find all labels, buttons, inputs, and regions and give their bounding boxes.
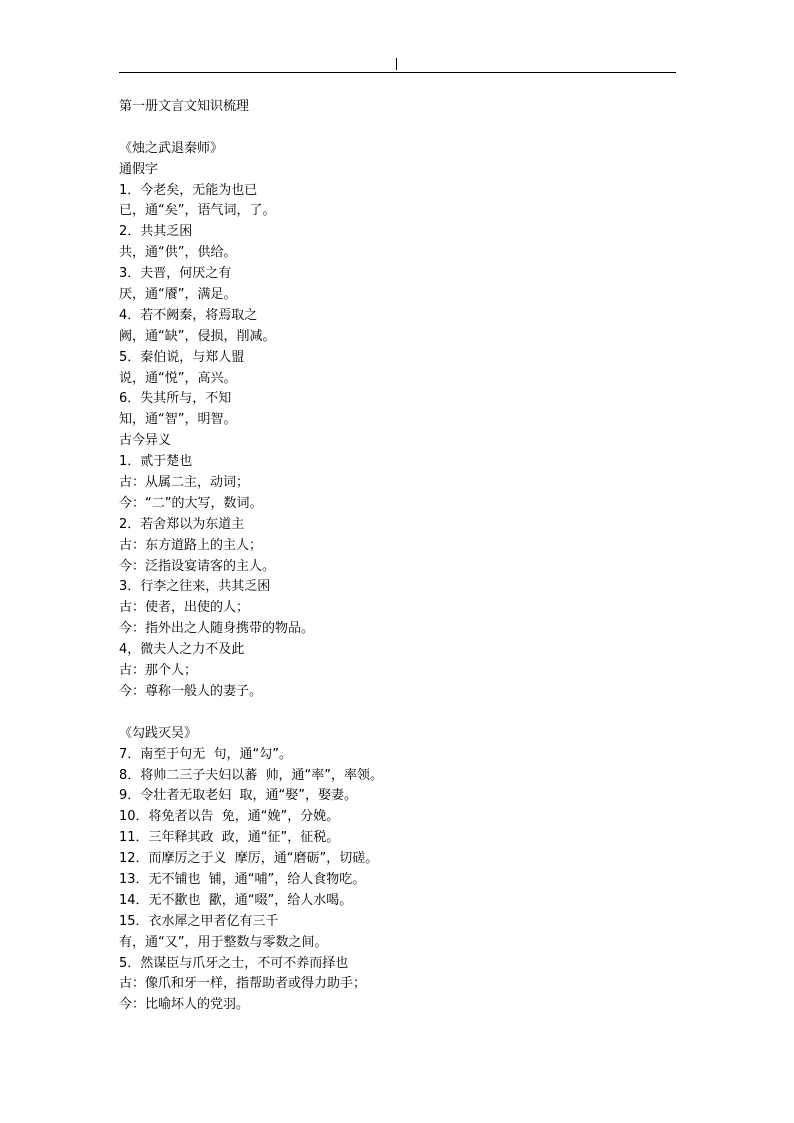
blank-line [119,118,679,139]
tongjia-line: 厌，通“餍”，满足。 [119,287,237,303]
gujin-line: 古：使者，出使的人； [119,600,250,616]
document-body [119,97,679,1016]
tongjia-line: 阙，通“缺”，侵损，削减。 [119,328,276,344]
tongjia-line: 4．若不阙秦，将焉取之 [119,307,258,323]
tongjia-line: 6．失其所与，不知 [119,391,232,407]
goujian-line: 5．然谋臣与爪牙之士，不可不养而择也 [119,955,349,971]
goujian-line: 8．将帅二三子夫妇以蕃 帅，通“率”，率领。 [119,767,384,783]
goujian-line: 9．令壮者无取老妇 取，通“娶”，娶妻。 [119,788,358,804]
gujin-line: 4，微夫人之力不及此 [119,642,245,658]
blank-line [119,703,679,724]
gujin-line: 1．贰于楚也 [119,454,193,470]
gujin-line: 古：东方道路上的主人； [119,537,263,553]
goujian-line: 10．将免者以告 免，通“娩”，分娩。 [119,809,340,825]
gujin-line: 古：那个人； [119,663,198,679]
page-header-mark [396,58,397,70]
gujin-line: 今：泛指设宴请客的主人。 [119,558,276,574]
gujin-line: 今：指外出之人随身携带的物品。 [119,621,315,637]
tongjia-line: 已，通“矣”，语气词，了。 [119,203,276,219]
goujian-line: 15．衣水犀之甲者亿有三千 [119,913,279,929]
goujian-line: 11．三年释其政 政，通“征”，征税。 [119,830,340,846]
gujin-line: 古：从属二主，动词； [119,475,250,491]
goujian-line: 13．无不铺也 铺，通“哺”，给人食物吃。 [119,871,366,887]
tongjia-line: 2．共其乏困 [119,224,193,240]
header-rule [119,72,676,73]
tongjia-line: 说，通“悦”，高兴。 [119,370,237,386]
tongjia-line: 3．夫晋，何厌之有 [119,266,232,282]
gujin-line: 2．若舍郑以为东道主 [119,516,245,532]
subheading-gujinyiyi: 古今异义 [119,433,172,449]
section-heading-goujian: 《勾践灭吴》 [119,725,198,741]
section-heading-zhuzhiwu: 《烛之武退秦师》 [119,140,224,156]
gujin-line: 今：“二”的大写，数词。 [119,495,263,511]
gujin-line: 3．行李之往来，共其乏困 [119,579,271,595]
goujian-line: 7．南至于句无 句，通“勾”。 [119,746,293,762]
goujian-line: 今：比喻坏人的党羽。 [119,997,250,1013]
goujian-line: 古：像爪和牙一样，指帮助者或得力助手； [119,976,367,992]
tongjia-line: 知，通“智”，明智。 [119,412,237,428]
gujin-line: 今：尊称一般人的妻子。 [119,683,263,699]
goujian-line: 有，通“又”，用于整数与零数之间。 [119,934,328,950]
goujian-line: 14．无不歠也 歠，通“啜”，给人水喝。 [119,892,353,908]
tongjia-line: 共，通“供”，供给。 [119,245,237,261]
goujian-line: 12．而摩厉之于义 摩厉，通“磨砺”，切磋。 [119,851,379,867]
subheading-tongjiazi: 通假字 [119,161,159,177]
document-title: 第一册文言文知识梳理 [119,99,250,114]
tongjia-line: 1．今老矣，无能为也已 [119,182,258,198]
tongjia-line: 5．秦伯说，与郑人盟 [119,349,245,365]
